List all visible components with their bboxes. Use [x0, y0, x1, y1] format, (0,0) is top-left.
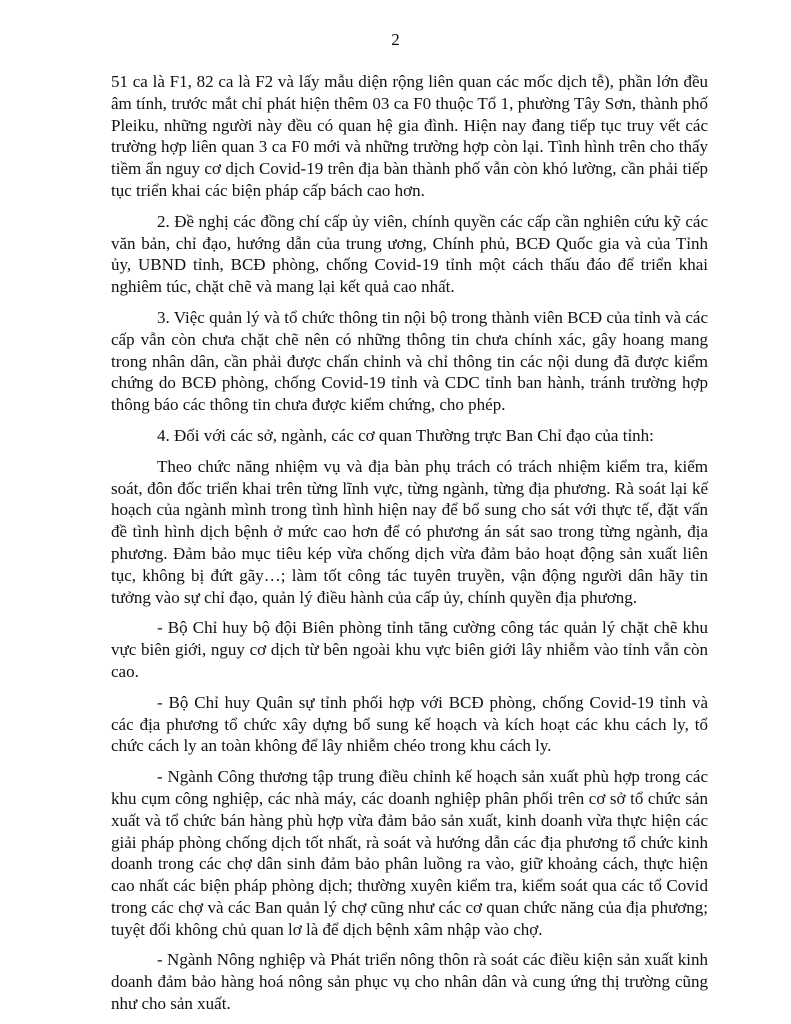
- paragraph-border-guard: - Bộ Chỉ huy bộ đội Biên phòng tỉnh tăng cường công tác quản lý chặt chẽ khu vực biên giới, nguy cơ dịch từ bên ngoài khu vực biên giới lây nhiễm vào tỉnh vẫn còn cao.: [111, 618, 708, 681]
- paragraph-item-3: 3. Việc quản lý và tổ chức thông tin nội bộ trong thành viên BCĐ của tỉnh và các cấp vẫn còn chưa chặt chẽ nên có những thông tin chưa chính xác, gây hoang mang trong nhân dân, cần phải được chấn chỉnh và chỉ thông tin các nội dung đã được kiểm chứng do BCĐ phòng, chống Covid-19 tỉnh và CDC tỉnh ban hành, tránh trường hợp thông báo các thông tin chưa được kiểm chứng, cho phép.: [111, 307, 708, 415]
- document-body: [111, 71, 708, 1024]
- paragraph-item-2: 2. Đề nghị các đồng chí cấp ủy viên, chính quyền các cấp cần nghiên cứu kỹ các văn bản, chỉ đạo, hướng dẫn của trung ương, Chính phủ, BCĐ Quốc gia và của Tỉnh ủy, UBND tỉnh, BCĐ phòng, chống Covid-19 tỉnh một cách thấu đáo để triển khai nghiêm túc, chặt chẽ và mang lại kết quả cao nhất.: [111, 211, 708, 297]
- page-number: 2: [391, 30, 400, 49]
- paragraph-item-4-body: Theo chức năng nhiệm vụ và địa bàn phụ trách có trách nhiệm kiểm tra, kiểm soát, đôn đốc triển khai trên từng lĩnh vực, từng ngành, từng địa phương. Rà soát lại kế hoạch của ngành mình trong tình hình hiện nay để bổ sung cho sát với thực tế, đặt vấn đề tình hình dịch bệnh ở mức cao hơn để có phương án sát sao trong từng ngành, địa phương. Đảm bảo mục tiêu kép vừa chống dịch vừa đảm bảo hoạt động sản xuất liên tục, không bị đứt gãy…; làm tốt công tác tuyên truyền, vận động người dân hãy tin tưởng vào sự chỉ đạo, quản lý điều hành của cấp ủy, chính quyền địa phương.: [111, 456, 708, 607]
- paragraph-continuation: 51 ca là F1, 82 ca là F2 và lấy mẫu diện rộng liên quan các mốc dịch tễ), phần lớn đều âm tính, trước mắt chỉ phát hiện thêm 03 ca F0 thuộc Tổ 1, phường Tây Sơn, thành phố Pleiku, những người này đều có quan hệ gia đình. Hiện nay đang tiếp tục truy vết các trường hợp liên quan 3 ca F0 mới và những trường hợp còn lại. Tình hình trên cho thấy tiềm ẩn nguy cơ dịch Covid-19 trên địa bàn thành phố vẫn còn khó lường, cần phải tiếp tục triển khai các biện pháp cấp bách cao hơn.: [111, 72, 708, 200]
- paragraph-industry-trade: - Ngành Công thương tập trung điều chỉnh kế hoạch sản xuất phù hợp trong các khu cụm công nghiệp, các nhà máy, các doanh nghiệp phân phối trên cơ sở tổ chức sản xuất và tổ chức bán hàng phù hợp vừa đảm bảo sản xuất, kinh doanh vừa thực hiện các giải pháp phòng chống dịch tốt nhất, rà soát và hướng dẫn các địa phương tổ chức kinh doanh trong các chợ dân sinh đảm bảo phân luồng ra vào, giữ khoảng cách, thực hiện cao nhất các biện pháp phòng dịch; thường xuyên kiểm tra, kiểm soát qua các tổ Covid trong các chợ và các Ban quản lý chợ cũng như các cơ quan chức năng của địa phương; tuyệt đối không chủ quan lơ là để dịch bệnh xâm nhập vào chợ.: [111, 767, 708, 939]
- paragraph-military-command: - Bộ Chỉ huy Quân sự tỉnh phối hợp với BCĐ phòng, chống Covid-19 tỉnh và các địa phương tổ chức xây dựng bổ sung kế hoạch và kích hoạt các khu cách ly, tổ chức cách ly an toàn không để lây nhiễm chéo trong khu cách ly.: [111, 692, 708, 756]
- paragraph-item-4-heading: 4. Đối với các sở, ngành, các cơ quan Thường trực Ban Chỉ đạo của tỉnh:: [157, 425, 654, 445]
- paragraph-agriculture: - Ngành Nông nghiệp và Phát triển nông thôn rà soát các điều kiện sản xuất kinh doanh đảm bảo hàng hoá nông sản phục vụ cho nhân dân và cung ứng thị trường cũng như cho sản xuất.: [111, 950, 708, 1014]
